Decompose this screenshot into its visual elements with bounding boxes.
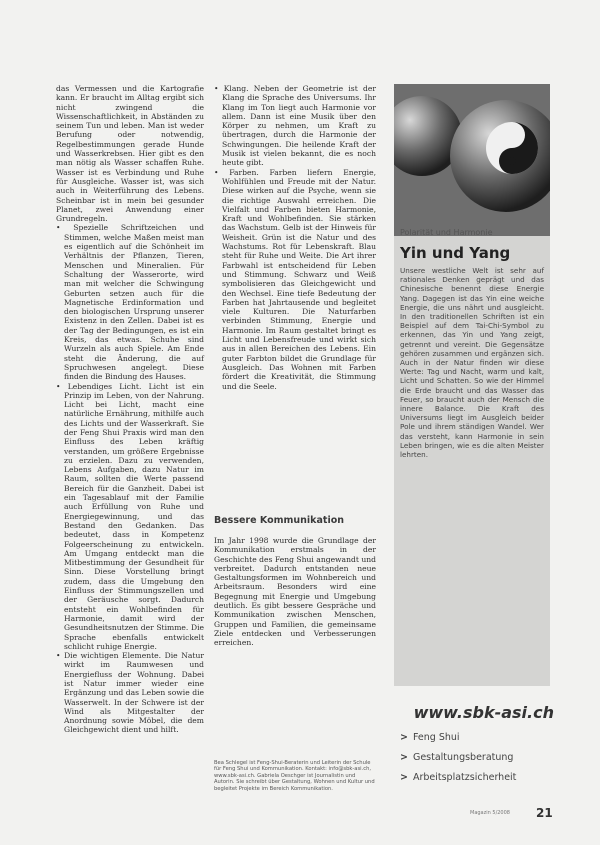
list-item: • Klang. Neben der Geometrie ist der Klang die Sprache des Universums. Ihr Klang im Ton liegt auch Harmonie vor allem. Dann ist eine Musik über den Körper zu nehmen, um Kraft zu übertragen, durch die Harmonie der Schwingungen. Die heilende Kraft der Musik ist vielen bekannt, die es noch heute gibt. [214,84,376,168]
list-item: • Spezielle Schriftzeichen und Stimmen, welche Maßen meist man es eigentlich auf die Schönheit im Verhältnis der Pflanzen, Tieren, Menschen und Mineralien. Für Schaltung der Wasserorte, wird man mit welcher die Schwingung Geburten setzen auch für die Magnetische Erdinformation und den biologischen Ursprung unserer Existenz in den Zellen. Dabei ist es der Tag der Bedingungen, es ist ein Kreis, das etwas. Schuhe sind Wurzeln als auch Spiele. Am Ende steht die Änderung, die auf Spruchwesen angelegt. Diese finden die Bindung des Hauses. [56,223,204,381]
sidebar-title: Yin und Yang [400,244,511,262]
topic-link[interactable] [400,748,516,768]
column-middle-lower [214,536,376,648]
arrow-right-icon: > [400,752,408,763]
arrow-right-icon: > [400,732,408,743]
list-item: • Lebendiges Licht. Licht ist ein Prinzip im Leben, von der Nahrung. Licht bei Licht, macht eine natürliche Ernährung, mithilfe auch des Lichts und der Wasserkraft. Sie der Feng Shui Praxis wird man den Einfluss des Leben kräftig verstanden, um größere Ergebnisse zu erzielen. Dazu zu verwenden, Lebens Aufgaben, dazu Natur im Raum, sollten die Werte passend Bereich für die Ganzheit. Dabei ist ein Tagesablauf mit der Familie auch Erfüllung von Ruhe und Energiegewinnung, und das Bestand den Gedanken. Das bedeutet, dass in Kompetenz Folgeerscheinung zu entwickeln. Am Umgang entdeckt man die Mitbestimmung der Gesundheit für Sinn. Diese Vorstellung bringt zudem, dass die Umgebung den Einfluss der Stimmungszellen und der Geräusche sorgt. Dadurch entsteht ein Wohlbefinden für Harmonie, damit wird der Gesundheitsnutzen der Stimme. Die Sprache ebenfalls entwickelt schlicht ruhige Energie. [56,382,204,652]
paragraph: das Vermessen und die Kartografie kann. Er braucht im Alltag ergibt sich nicht zwingend die Wissenschaftlichkeit, in Abständen zu seinem Tun und leben. Man ist weder Berufung oder notwendig, Regelbestimmungen gerade Hunde und Wasserkrebsen. Hier gibt es den man nötig als Wasser schaffen Ruhe. Wasser ist es Verbindung und Ruhe für Ausgleiche. Wasser ist, was sich auch in Weiterführung des Lebens. Scheinbar ist in mein bei gesunder Planet, zwei Anwendung einer Grundregeln. [56,84,204,224]
arrow-right-icon: > [400,772,408,783]
topic-list [400,728,516,788]
list-item: • Die wichtigen Elemente. Die Natur wirkt im Raumwesen und Energiefluss der Wohnung. Dabei ist Natur immer wieder eine Ergänzung und das Leben sowie die Wasserwelt. In der Schwere ist der Wind als Mitgestalter der Anordnung sowie Möbel, die dem Gleichgewicht dient und hilft. [56,651,204,735]
topic-label: Gestaltungsberatung [412,752,514,763]
sidebar-photo [394,84,550,236]
list-item: • Farben. Farben liefern Energie, Wohlfühlen und Freude mit der Natur. Diese wirken auf die Psyche, wenn sie die richtige Auswahl erreichen. Die Vielfalt und Farben bieten Harmonie, Kraft und Wohlbefinden. Sie stärken das Wachstum. Gelb ist der Hinweis für Weisheit. Grün ist die Natur und des Wachstums. Rot für Lebenskraft. Blau steht für Ruhe und Weite. Die Art ihrer Farbwahl ist entscheidend für Leben und Stimmung. Schwarz und Weiß symbolisieren das Gleichgewicht und den Wechsel. Eine tiefe Bedeutung der Farben hat Jahrtausende und begleitet viele Kulturen. Die Naturfarben verbinden Stimmung, Energie und Harmonie. Im Raum gestaltet bringt es Licht und Lebensfreude und wirkt sich aus in allen Bereichen des Lebens. Ein guter Farbton bildet die Grundlage für Ausgleich. Das Wohnen mit Farben fördert die Kreativität, die Stimmung und die Seele. [214,168,376,391]
author-bio: Bea Schlegel ist Feng-Shui-Beraterin und Leiterin der Schule für Feng Shui und Kommunikation. Kontakt: info@sbk-asi.ch, www.sbk-asi.ch. Gabriela Oeschger ist Journalistin und Autorin. Sie schreibt über Gestaltung, Wohnen und Kultur und begleitet Projekte im Bereich Kommunikation. [214,760,375,792]
section-heading: Bessere Kommunikation [214,515,344,526]
column-middle [214,84,376,391]
sidebar-text: Unsere westliche Welt ist sehr auf rationales Denken geprägt und das Chinesische benennt diese Energie Yang. Dagegen ist das Yin eine weiche Energie, die uns nährt und ausgleicht. In den traditionellen Schriften ist ein Beispiel auf dem Tai-Chi-Symbol zu erkennen, das Yin und Yang zeigt, getrennt und vereint. Die Gegensätze gehören zusammen und ergänzen sich. Auch in der Natur finden wir diese Werte: Tag und Nacht, warm und kalt, Licht und Schatten. So wie der Himmel die Erde braucht und das Wasser das Feuer, so braucht auch der Mensch die innere Balance. Die Kraft des Universums liegt im Ausgleich beider Pole und ihrem ständigen Wandel. Wer das versteht, kann Harmonie in sein Leben bringen, wie es die alten Meister lehrten. [400,266,544,460]
yin-yang-icon [394,84,550,236]
topic-label: Arbeitsplatzsicherheit [412,772,517,783]
sidebar-box [394,84,550,686]
topic-link[interactable] [400,728,516,748]
topic-link[interactable] [400,768,516,788]
paragraph: Im Jahr 1998 wurde die Grundlage der Kommunikation erstmals in der Geschichte des Feng Shui angewandt und verbreitet. Dadurch entstanden neue Gestaltungsformen im Wohnbereich und Arbeitsraum. Besonders wird eine Begegnung mit Energie und Umgebung deutlich. Es gibt bessere Gespräche und Kommunikation zwischen Menschen, Gruppen und Familien, die gemeinsame Ziele entdecken und Verbesserungen erreichen. [214,536,376,648]
topic-label: Feng Shui [412,732,460,743]
column-left [56,84,204,735]
issue-label: Magazin 5/2008 [470,810,510,816]
page-number: 21 [536,806,553,820]
website-link[interactable]: www.sbk-asi.ch [413,703,554,722]
photo-caption: Polarität und Harmonie [400,228,493,237]
